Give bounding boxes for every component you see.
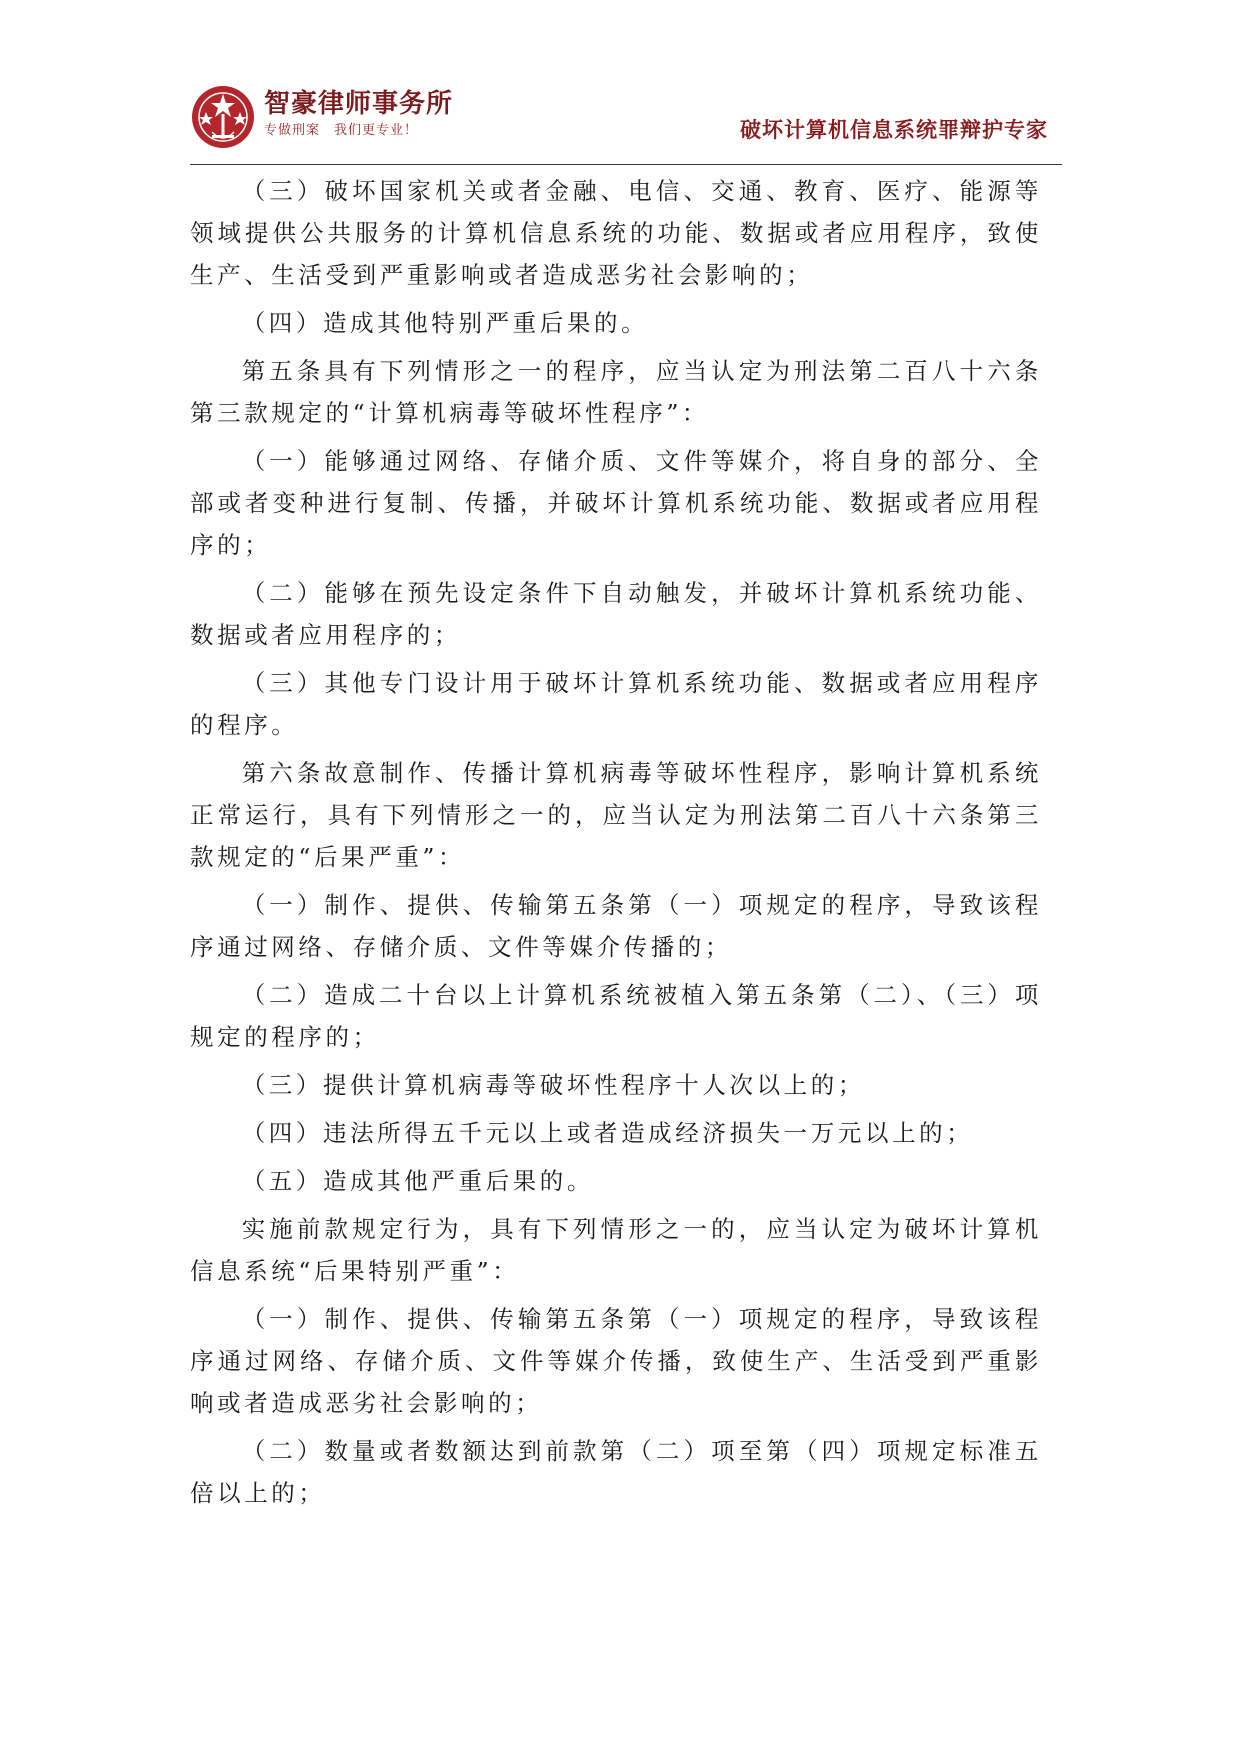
page-header bbox=[190, 84, 1062, 162]
paragraph: （四）造成其他特别严重后果的。 bbox=[241, 309, 649, 337]
paragraph: （二）造成二十台以上计算机系统被植入第五条第（二）、（三）项规定的程序的； bbox=[190, 981, 1042, 1051]
paragraph: （三）提供计算机病毒等破坏性程序十人次以上的； bbox=[241, 1071, 865, 1099]
header-divider bbox=[190, 164, 1062, 165]
paragraph: 第六条故意制作、传播计算机病毒等破坏性程序，影响计算机系统正常运行，具有下列情形之一的，应当认定为刑法第二百八十六条第三款规定的“后果严重”： bbox=[190, 759, 1042, 871]
header-tagline: 破坏计算机信息系统罪辩护专家 bbox=[740, 118, 1048, 142]
firm-name: 智豪律师事务所 bbox=[264, 89, 454, 119]
paragraph: （四）违法所得五千元以上或者造成经济损失一万元以上的； bbox=[241, 1119, 974, 1147]
paragraph: （一）制作、提供、传输第五条第（一）项规定的程序，导致该程序通过网络、存储介质、文件等媒介传播的； bbox=[190, 891, 1042, 961]
document-body bbox=[190, 170, 1042, 1520]
paragraph: 实施前款规定行为，具有下列情形之一的，应当认定为破坏计算机信息系统“后果特别严重”： bbox=[190, 1215, 1042, 1285]
paragraph: （三）破坏国家机关或者金融、电信、交通、教育、医疗、能源等领域提供公共服务的计算机信息系统的功能、数据或者应用程序，致使生产、生活受到严重影响或者造成恶劣社会影响的； bbox=[190, 177, 1042, 289]
paragraph: （二）数量或者数额达到前款第（二）项至第（四）项规定标准五倍以上的； bbox=[190, 1437, 1042, 1507]
firm-slogan: 专做刑案 我们更专业！ bbox=[264, 123, 419, 138]
paragraph: （三）其他专门设计用于破坏计算机系统功能、数据或者应用程序的程序。 bbox=[190, 669, 1042, 739]
logo-text bbox=[264, 88, 453, 142]
paragraph: （一）能够通过网络、存储介质、文件等媒介，将自身的部分、全部或者变种进行复制、传播，并破坏计算机系统功能、数据或者应用程序的； bbox=[190, 447, 1042, 559]
paragraph: （五）造成其他严重后果的。 bbox=[241, 1167, 594, 1195]
paragraph: （二）能够在预先设定条件下自动触发，并破坏计算机系统功能、数据或者应用程序的； bbox=[190, 579, 1042, 649]
scales-of-justice-star-icon bbox=[190, 84, 256, 150]
paragraph: 第五条具有下列情形之一的程序，应当认定为刑法第二百八十六条第三款规定的“计算机病毒等破坏性程序”： bbox=[190, 357, 1042, 427]
paragraph: （一）制作、提供、传输第五条第（一）项规定的程序，导致该程序通过网络、存储介质、文件等媒介传播，致使生产、生活受到严重影响或者造成恶劣社会影响的； bbox=[190, 1305, 1042, 1417]
